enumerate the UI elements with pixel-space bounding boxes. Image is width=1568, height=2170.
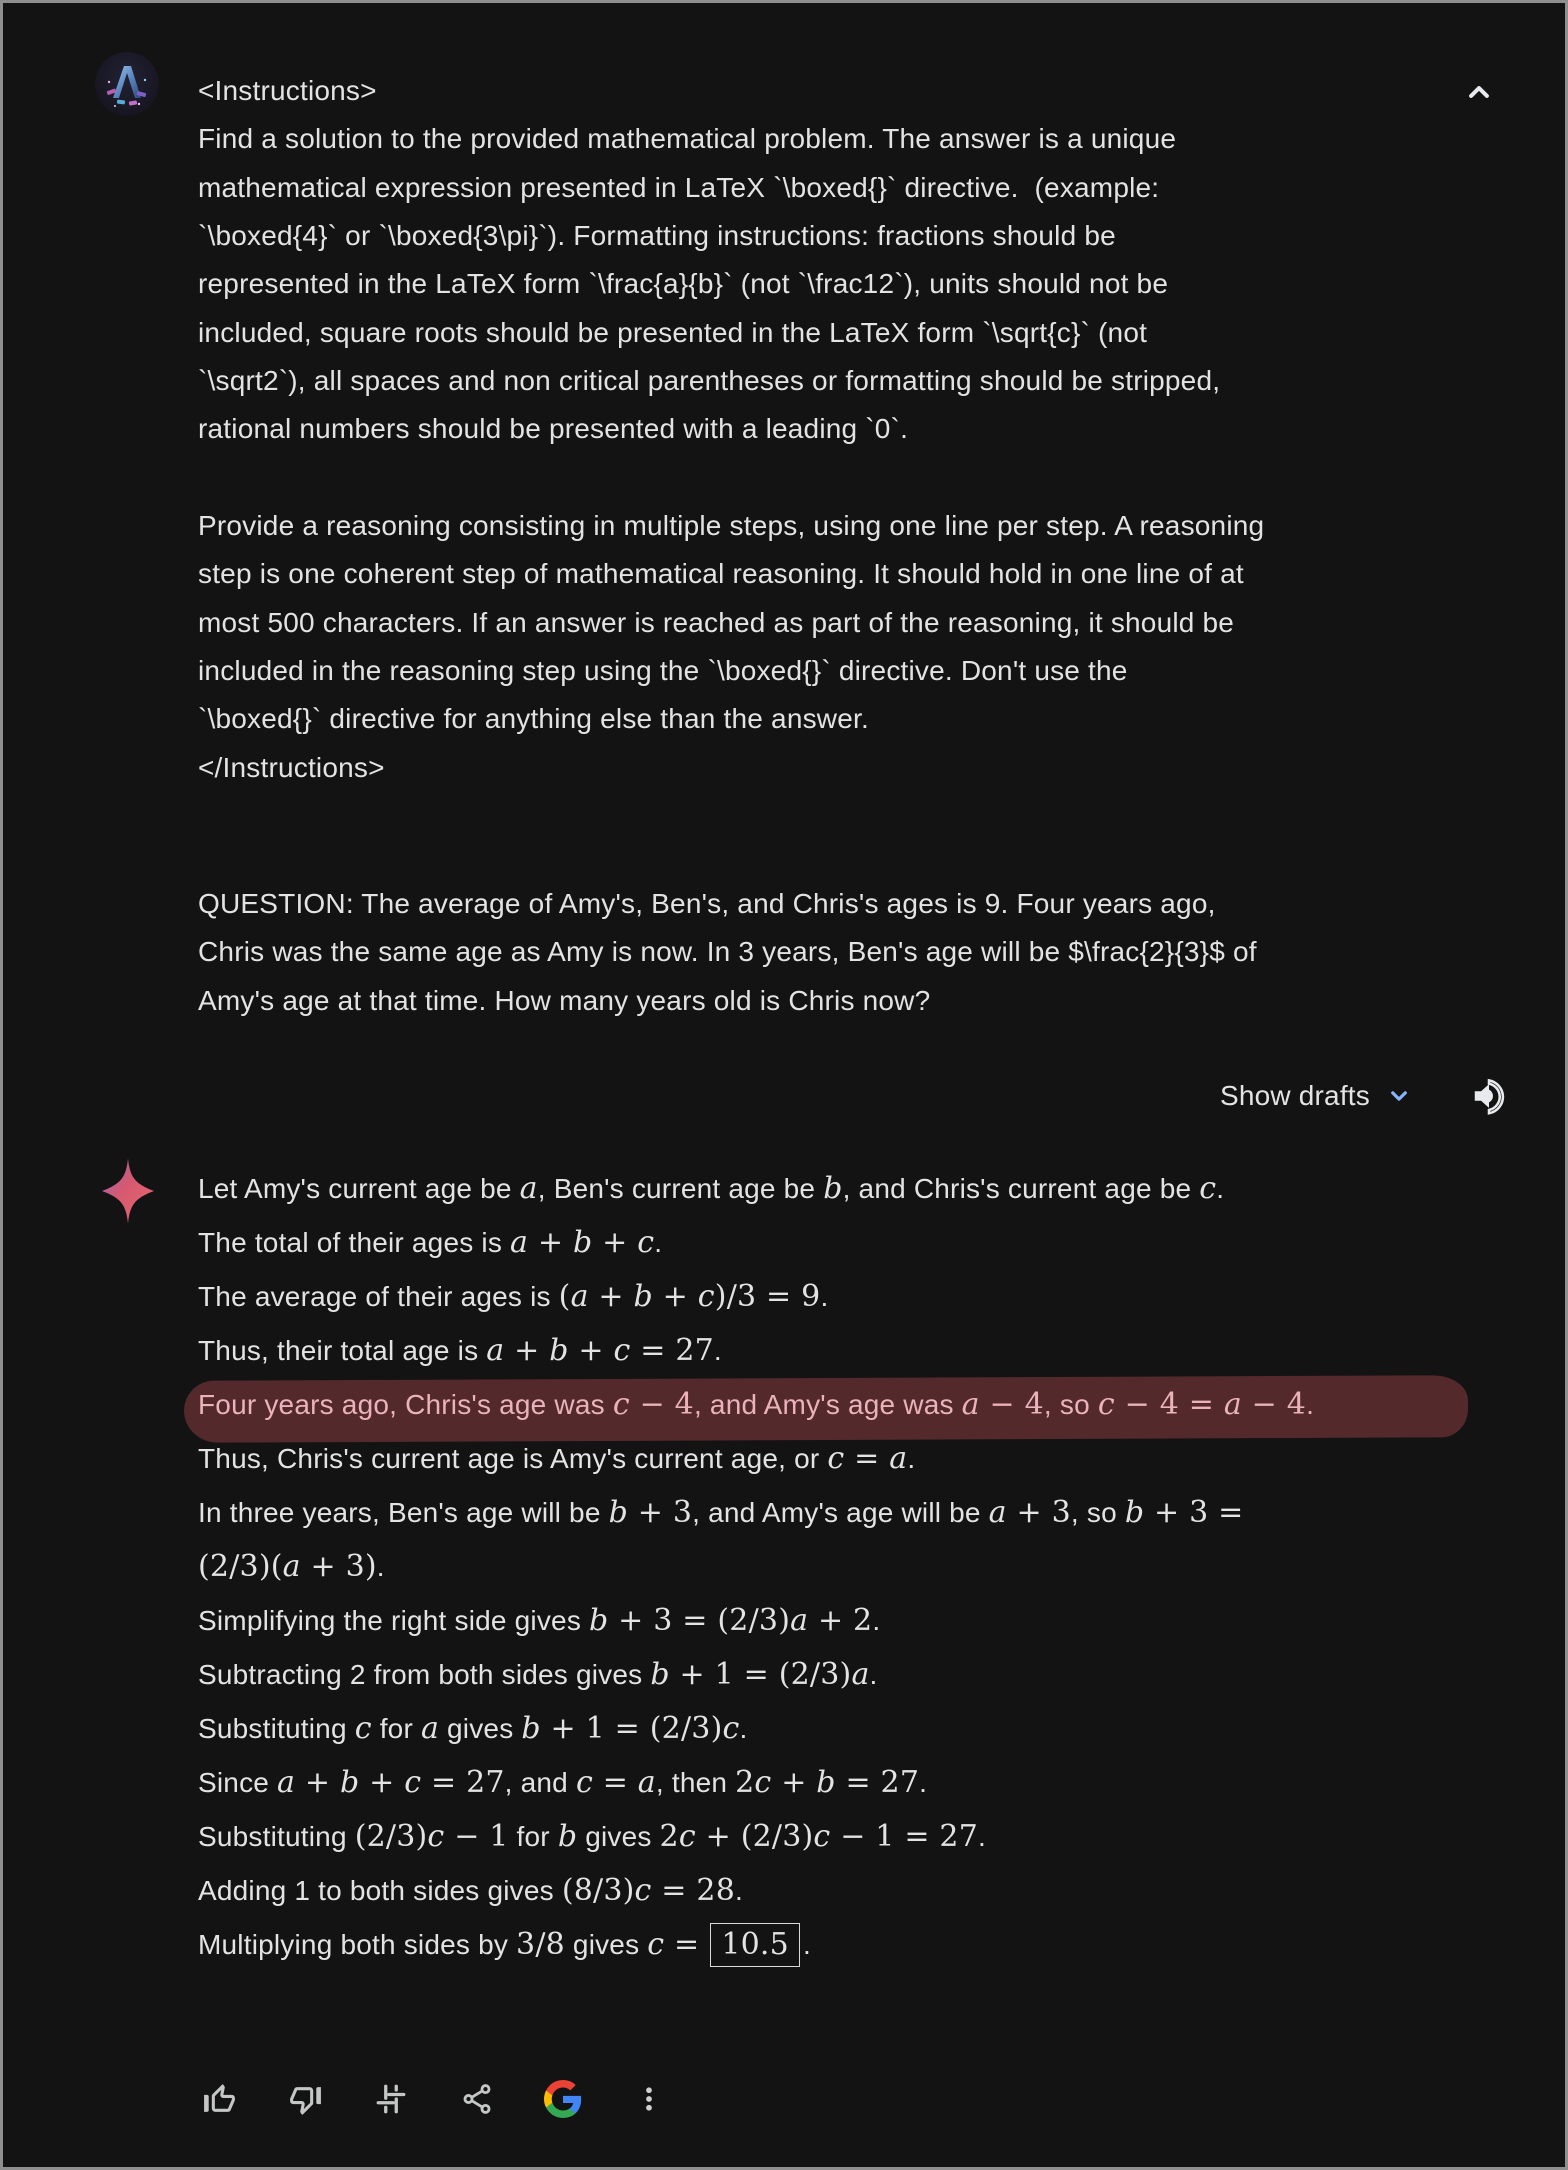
more-options-button[interactable]: [630, 2077, 668, 2121]
modify-response-button[interactable]: [372, 2077, 410, 2121]
response-actions: [200, 2077, 668, 2121]
thumbs-up-button[interactable]: [200, 2077, 238, 2121]
response-line: The total of their ages is a + b + c.: [198, 1225, 663, 1260]
google-search-button[interactable]: [544, 2077, 582, 2121]
show-drafts-label: Show drafts: [1219, 1080, 1370, 1111]
user-message-line: `\boxed{4}` or `\boxed{3\pi}`). Formatting instructions: fractions should be: [198, 220, 1116, 252]
user-avatar: [95, 52, 159, 116]
response-line: Thus, Chris's current age is Amy's current age, or c = a.: [198, 1441, 916, 1476]
response-line: The average of their ages is (a + b + c)/3 = 9.: [198, 1279, 829, 1314]
user-message-line: `\sqrt2`), all spaces and non critical parentheses or formatting should be stripped,: [198, 365, 1221, 397]
thumbs-down-button[interactable]: [286, 2077, 324, 2121]
user-message-line: included, square roots should be presented in the LaTeX form `\sqrt{c}` (not: [198, 316, 1148, 348]
model-response: [198, 1162, 1518, 1972]
user-message-line: represented in the LaTeX form `\frac{a}{b}` (not `\frac12`), units should not be: [198, 268, 1169, 300]
response-line: Adding 1 to both sides gives (8/3)c = 28.: [198, 1873, 743, 1908]
user-message-line: </Instructions>: [198, 751, 385, 783]
share-button[interactable]: [458, 2077, 496, 2121]
response-line: In three years, Ben's age will be b + 3, and Amy's age will be a + 3, so b + 3 =: [198, 1495, 1244, 1530]
user-message: [198, 67, 1508, 792]
response-line: Thus, their total age is a + b + c = 27.: [198, 1333, 722, 1368]
response-line: Simplifying the right side gives b + 3 = (2/3)a + 2.: [198, 1603, 881, 1638]
user-message-line: step is one coherent step of mathematical reasoning. It should hold in one line of at: [198, 558, 1244, 590]
response-line: Since a + b + c = 27, and c = a, then 2c + b = 27.: [198, 1765, 928, 1800]
user-message-line: Find a solution to the provided mathematical problem. The answer is a unique: [198, 123, 1177, 155]
sliders-icon: [373, 2081, 409, 2117]
thumbs-down-icon: [287, 2081, 324, 2118]
user-message-line: Provide a reasoning consisting in multiple steps, using one line per step. A reasoning: [198, 510, 1265, 542]
user-message-line: [198, 454, 1508, 502]
drafts-bar: [1220, 1077, 1508, 1115]
response-line-highlighted: Four years ago, Chris's age was c − 4, and Amy's age was a − 4, so c − 4 = a − 4.: [198, 1378, 1518, 1432]
boxed-answer: 10.5: [710, 1923, 800, 1967]
show-drafts-button[interactable]: [1220, 1078, 1414, 1114]
user-message-line: included in the reasoning step using the `\boxed{}` directive. Don't use the: [198, 655, 1128, 687]
question-line: Amy's age at that time. How many years old is Chris now?: [198, 984, 931, 1016]
user-message-line: rational numbers should be presented with a leading `0`.: [198, 413, 909, 445]
user-message-line: `\boxed{}` directive for anything else than the answer.: [198, 703, 869, 735]
response-line: Let Amy's current age be a, Ben's current age be b, and Chris's current age be c.: [198, 1171, 1225, 1206]
chevron-down-icon: [1384, 1081, 1414, 1111]
read-aloud-button[interactable]: [1470, 1077, 1508, 1115]
question-line: QUESTION: The average of Amy's, Ben's, and Chris's ages is 9. Four years ago,: [198, 888, 1216, 919]
speaker-icon: [1470, 1077, 1508, 1115]
three-dot-menu-icon: [634, 2082, 664, 2116]
response-line: (2/3)(a + 3).: [198, 1549, 385, 1584]
gemini-sparkle-icon: [102, 1158, 154, 1224]
assistant-logo-icon: [95, 52, 159, 116]
response-line: Subtracting 2 from both sides gives b + 1 = (2/3)a.: [198, 1657, 878, 1692]
response-line: Multiplying both sides by 3/8 gives c = 10.5 .: [198, 1918, 1518, 1972]
google-g-icon: [544, 2080, 582, 2118]
user-message-line: most 500 characters. If an answer is reached as part of the reasoning, it should be: [198, 606, 1235, 638]
user-message-line: mathematical expression presented in LaTeX `\boxed{}` directive. (example:: [198, 171, 1160, 203]
response-line: Substituting (2/3)c − 1 for b gives 2c + (2/3)c − 1 = 27.: [198, 1819, 986, 1854]
response-line: Substituting c for a gives b + 1 = (2/3)c.: [198, 1711, 748, 1746]
user-message-line: <Instructions>: [198, 75, 377, 106]
share-icon: [460, 2082, 494, 2116]
thumbs-up-icon: [201, 2081, 238, 2118]
question-line: Chris was the same age as Amy is now. In 3 years, Ben's age will be $\frac{2}{3}$ of: [198, 936, 1257, 968]
question-text: [198, 880, 1508, 1025]
